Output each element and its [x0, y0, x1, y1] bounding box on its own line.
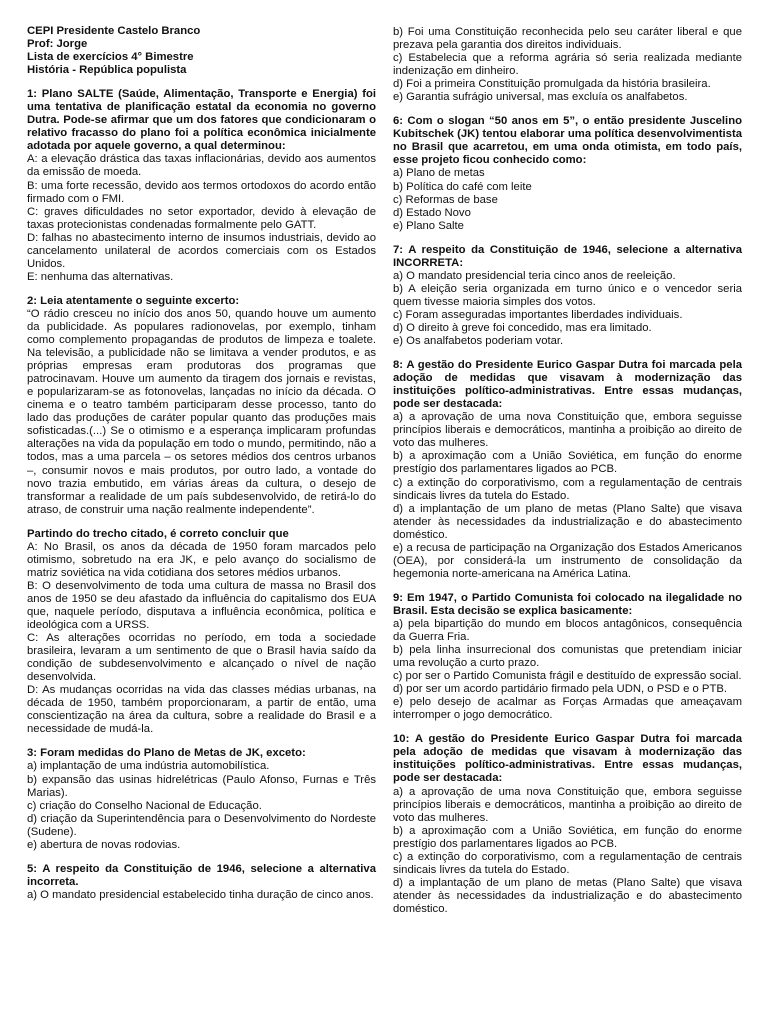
question-10-option-d: d) a implantação de um plano de metas (Plano Salte) que visava atender às necessidades da industrialização e do abastecimento doméstico. — [393, 876, 742, 915]
question-6-option-b: b) Política do café com leite — [393, 180, 532, 193]
question-6-stem: 6: Com o slogan “50 anos em 5”, o então presidente Juscelino Kubitschek (JK) tentou elaborar uma política desenvolvimentista no Brasil que acarretou, em uma onda otimista, em todo país, esse projeto ficou conhecido como: — [393, 115, 742, 167]
question-6-option-a: a) Plano de metas — [393, 167, 485, 180]
question-6-option-e: e) Plano Salte — [393, 219, 464, 232]
question-10-option-a: a) a aprovação de uma nova Constituição que, embora seguisse princípios liberais e democráticos, mantinha a proibição ao direito de voto das mulheres. — [393, 785, 742, 824]
question-3-option-c: c) criação do Conselho Nacional de Educação. — [27, 799, 262, 812]
question-5-option-e: e) Garantia sufrágio universal, mas excluía os analfabetos. — [393, 91, 688, 104]
question-2-option-c: C: As alterações ocorridas no período, em toda a sociedade brasileira, levaram a um sentimento de que o Brasil havia saído da condição de subdesenvolvimento e alcançado o nível de nação desenvolvida. — [27, 632, 376, 684]
question-9-option-a: a) pela bipartição do mundo em blocos antagônicos, consequência da Guerra Fria. — [393, 617, 742, 644]
question-1-option-c: C: graves dificuldades no setor exportador, devido à elevação de taxas protecionistas condenadas formalmente pelo GATT. — [27, 205, 376, 231]
question-1-option-a: A: a elevação drástica das taxas inflacionárias, devido aos aumentos da emissão de moeda. — [27, 153, 376, 179]
question-3-stem: 3: Foram medidas do Plano de Metas de JK, exceto: — [27, 747, 306, 760]
question-10 — [393, 733, 742, 916]
question-6-option-c: c) Reformas de base — [393, 193, 498, 206]
question-10-option-b: b) a aproximação com a União Soviética, em função do enorme prestígio dos parlamentares ligados ao PCB. — [393, 824, 742, 850]
question-1-option-e: E: nenhuma das alternativas. — [27, 270, 174, 283]
question-5-option-d: d) Foi a primeira Constituição promulgada da história brasileira. — [393, 78, 711, 91]
right-column — [393, 26, 742, 916]
question-9-option-b: b) pela linha insurrecional dos comunistas que pretendiam iniciar uma revolução a curto prazo. — [393, 644, 742, 670]
question-3-option-b: b) expansão das usinas hidrelétricas (Paulo Afonso, Furnas e Três Marias). — [27, 773, 376, 799]
question-1-stem: 1: Plano SALTE (Saúde, Alimentação, Transporte e Energia) foi uma tentativa de planificação estatal da economia no governo Dutra. Pode-se afirmar que um dos fatores que condicionaram o relativo fracasso do plano foi a política econômica inicialmente adotada por aquele governo, a qual determinou: — [27, 88, 376, 153]
question-6-option-d: d) Estado Novo — [393, 206, 471, 219]
question-5-option-a: a) O mandato presidencial estabelecido tinha duração de cinco anos. — [27, 888, 374, 901]
document-header — [27, 25, 376, 77]
question-8-stem: 8: A gestão do Presidente Eurico Gaspar Dutra foi marcada pela adoção de medidas que visavam à modernização das instituições político-administrativas. Entre essas mudanças, pode ser destacada: — [393, 359, 742, 411]
question-7-option-d: d) O direito à greve foi concedido, mas era limitado. — [393, 321, 652, 334]
question-3-option-e: e) abertura de novas rodovias. — [27, 838, 181, 851]
question-5-option-c: c) Estabelecia que a reforma agrária só seria realizada mediante indenização em dinheiro. — [393, 52, 742, 78]
question-8-option-c: c) a extinção do corporativismo, com a regulamentação de centrais sindicais livres da tutela do Estado. — [393, 476, 742, 502]
question-9-option-d: d) por ser um acordo partidário firmado pela UDN, o PSD e o PTB. — [393, 683, 728, 696]
question-8-option-d: d) a implantação de um plano de metas (Plano Salte) que visava atender às necessidades da industrialização e do abastecimento doméstico. — [393, 502, 742, 541]
question-2 — [27, 295, 376, 737]
exercise-list-title: Lista de exercícios 4° Bimestre — [27, 51, 194, 64]
subject-title: História - República populista — [27, 64, 187, 77]
question-1 — [27, 88, 376, 284]
question-8-option-e: e) a recusa de participação na Organização dos Estados Americanos (OEA), por considerá-la um instrumento de consolidação da hegemonia norte-americana na América Latina. — [393, 541, 742, 580]
question-5-continued — [393, 26, 742, 104]
question-6 — [393, 115, 742, 232]
question-10-stem: 10: A gestão do Presidente Eurico Gaspar Dutra foi marcada pela adoção de medidas que visavam à modernização das instituições político-administrativas. Entre essas mudanças, pode ser destacada: — [393, 733, 742, 785]
question-9-option-e: e) pelo desejo de acalmar as Forças Armadas que ameaçavam interromper o jogo democrático. — [393, 696, 742, 722]
question-5 — [27, 863, 376, 902]
teacher-name: Prof: Jorge — [27, 38, 88, 51]
question-5-option-b: b) Foi uma Constituição reconhecida pelo seu caráter liberal e que prezava pela garantia dos direitos individuais. — [393, 26, 742, 52]
question-2-option-b: B: O desenvolvimento de toda uma cultura de massa no Brasil dos anos de 1950 se deu afastado da influência do capitalismo dos EUA que, naquele período, disputava a influência econômica, política e ideológica com a URSS. — [27, 579, 376, 632]
question-7-option-b: b) A eleição seria organizada em turno único e o vencedor seria quem tivesse maioria simples dos votos. — [393, 282, 742, 308]
question-10-option-c: c) a extinção do corporativismo, com a regulamentação de centrais sindicais livres da tutela do Estado. — [393, 850, 742, 876]
question-1-option-b: B: uma forte recessão, devido aos termos ortodoxos do acordo então firmado com o FMI. — [27, 179, 376, 205]
question-2-quote: “O rádio cresceu no início dos anos 50, quando houve um aumento da publicidade. As populares radionovelas, por exemplo, tinham como complemento propagandas de produtos de limpeza e toalete. Na televisão, a publicidade não se limitava a vender produtos, e as próprias empresas eram produtoras dos programas que patrocinavam. Houve um aumento da tiragem dos jornais e revistas, e popularizaram-se as fotonovelas, lançadas no início da década. O cinema e o teatro também participaram desse processo, tanto do lado das produções de caráter popular quanto das produções mais sofisticadas.(...) Se o otimismo e a esperança implicaram profundas alterações na vida da população em todo o mundo, permitindo, não a todos, mas a uma parcela – os setores médios dos centros urbanos –, consumir novos e mais produtos, por outro lado, a vontade do novo trazia embutido, em várias áreas da cultura, o desejo de transformar a realidade de um país subdesenvolvido, de retirá-lo do atraso, de construir uma nação realmente independente”. — [27, 307, 376, 516]
question-2-prompt: Partindo do trecho citado, é correto concluir que — [27, 527, 289, 540]
question-2-option-a: A: No Brasil, os anos da década de 1950 foram marcados pelo otimismo, sobretudo na era JK, e pelo avanço do socialismo de matriz soviética na vida cotidiana dos setores médios urbanos. — [27, 540, 376, 579]
question-7-option-a: a) O mandato presidencial teria cinco anos de reeleição. — [393, 269, 676, 282]
question-3-option-a: a) implantação de uma indústria automobilística. — [27, 760, 270, 773]
question-8 — [393, 359, 742, 581]
school-name: CEPI Presidente Castelo Branco — [27, 25, 201, 37]
question-8-option-b: b) a aproximação com a União Soviética, em função do enorme prestígio dos parlamentares ligados ao PCB. — [393, 450, 742, 476]
question-3 — [27, 747, 376, 851]
question-2-option-d: D: As mudanças ocorridas na vida das classes médias urbanas, na década de 1950, também proporcionaram, a partir de então, uma conscientização na área da cultura, sobre a realidade do Brasil e a necessidade de mudá-la. — [27, 684, 376, 736]
question-7-stem: 7: A respeito da Constituição de 1946, selecione a alternativa INCORRETA: — [393, 243, 742, 269]
question-9-option-c: c) por ser o Partido Comunista frágil e destituído de expressão social. — [393, 670, 742, 683]
question-3-option-d: d) criação da Superintendência para o Desenvolvimento do Nordeste (Sudene). — [27, 812, 376, 838]
question-8-option-a: a) a aprovação de uma nova Constituição que, embora seguisse princípios liberais e democráticos, mantinha a proibição ao direito de voto das mulheres. — [393, 411, 742, 450]
question-5-stem: 5: A respeito da Constituição de 1946, selecione a alternativa incorreta. — [27, 862, 376, 888]
question-1-option-d: D: falhas no abastecimento interno de insumos industriais, devido ao cancelamento unilateral de acordos comerciais com os Estados Unidos. — [27, 231, 376, 270]
question-9-stem: 9: Em 1947, o Partido Comunista foi colocado na ilegalidade no Brasil. Esta decisão se explica basicamente: — [393, 591, 742, 617]
question-7-option-e: e) Os analfabetos poderiam votar. — [393, 335, 564, 348]
question-2-stem: 2: Leia atentamente o seguinte excerto: — [27, 294, 240, 307]
left-column — [27, 25, 376, 902]
question-7 — [393, 244, 742, 348]
question-9 — [393, 592, 742, 722]
question-7-option-c: c) Foram asseguradas importantes liberdades individuais. — [393, 308, 683, 321]
